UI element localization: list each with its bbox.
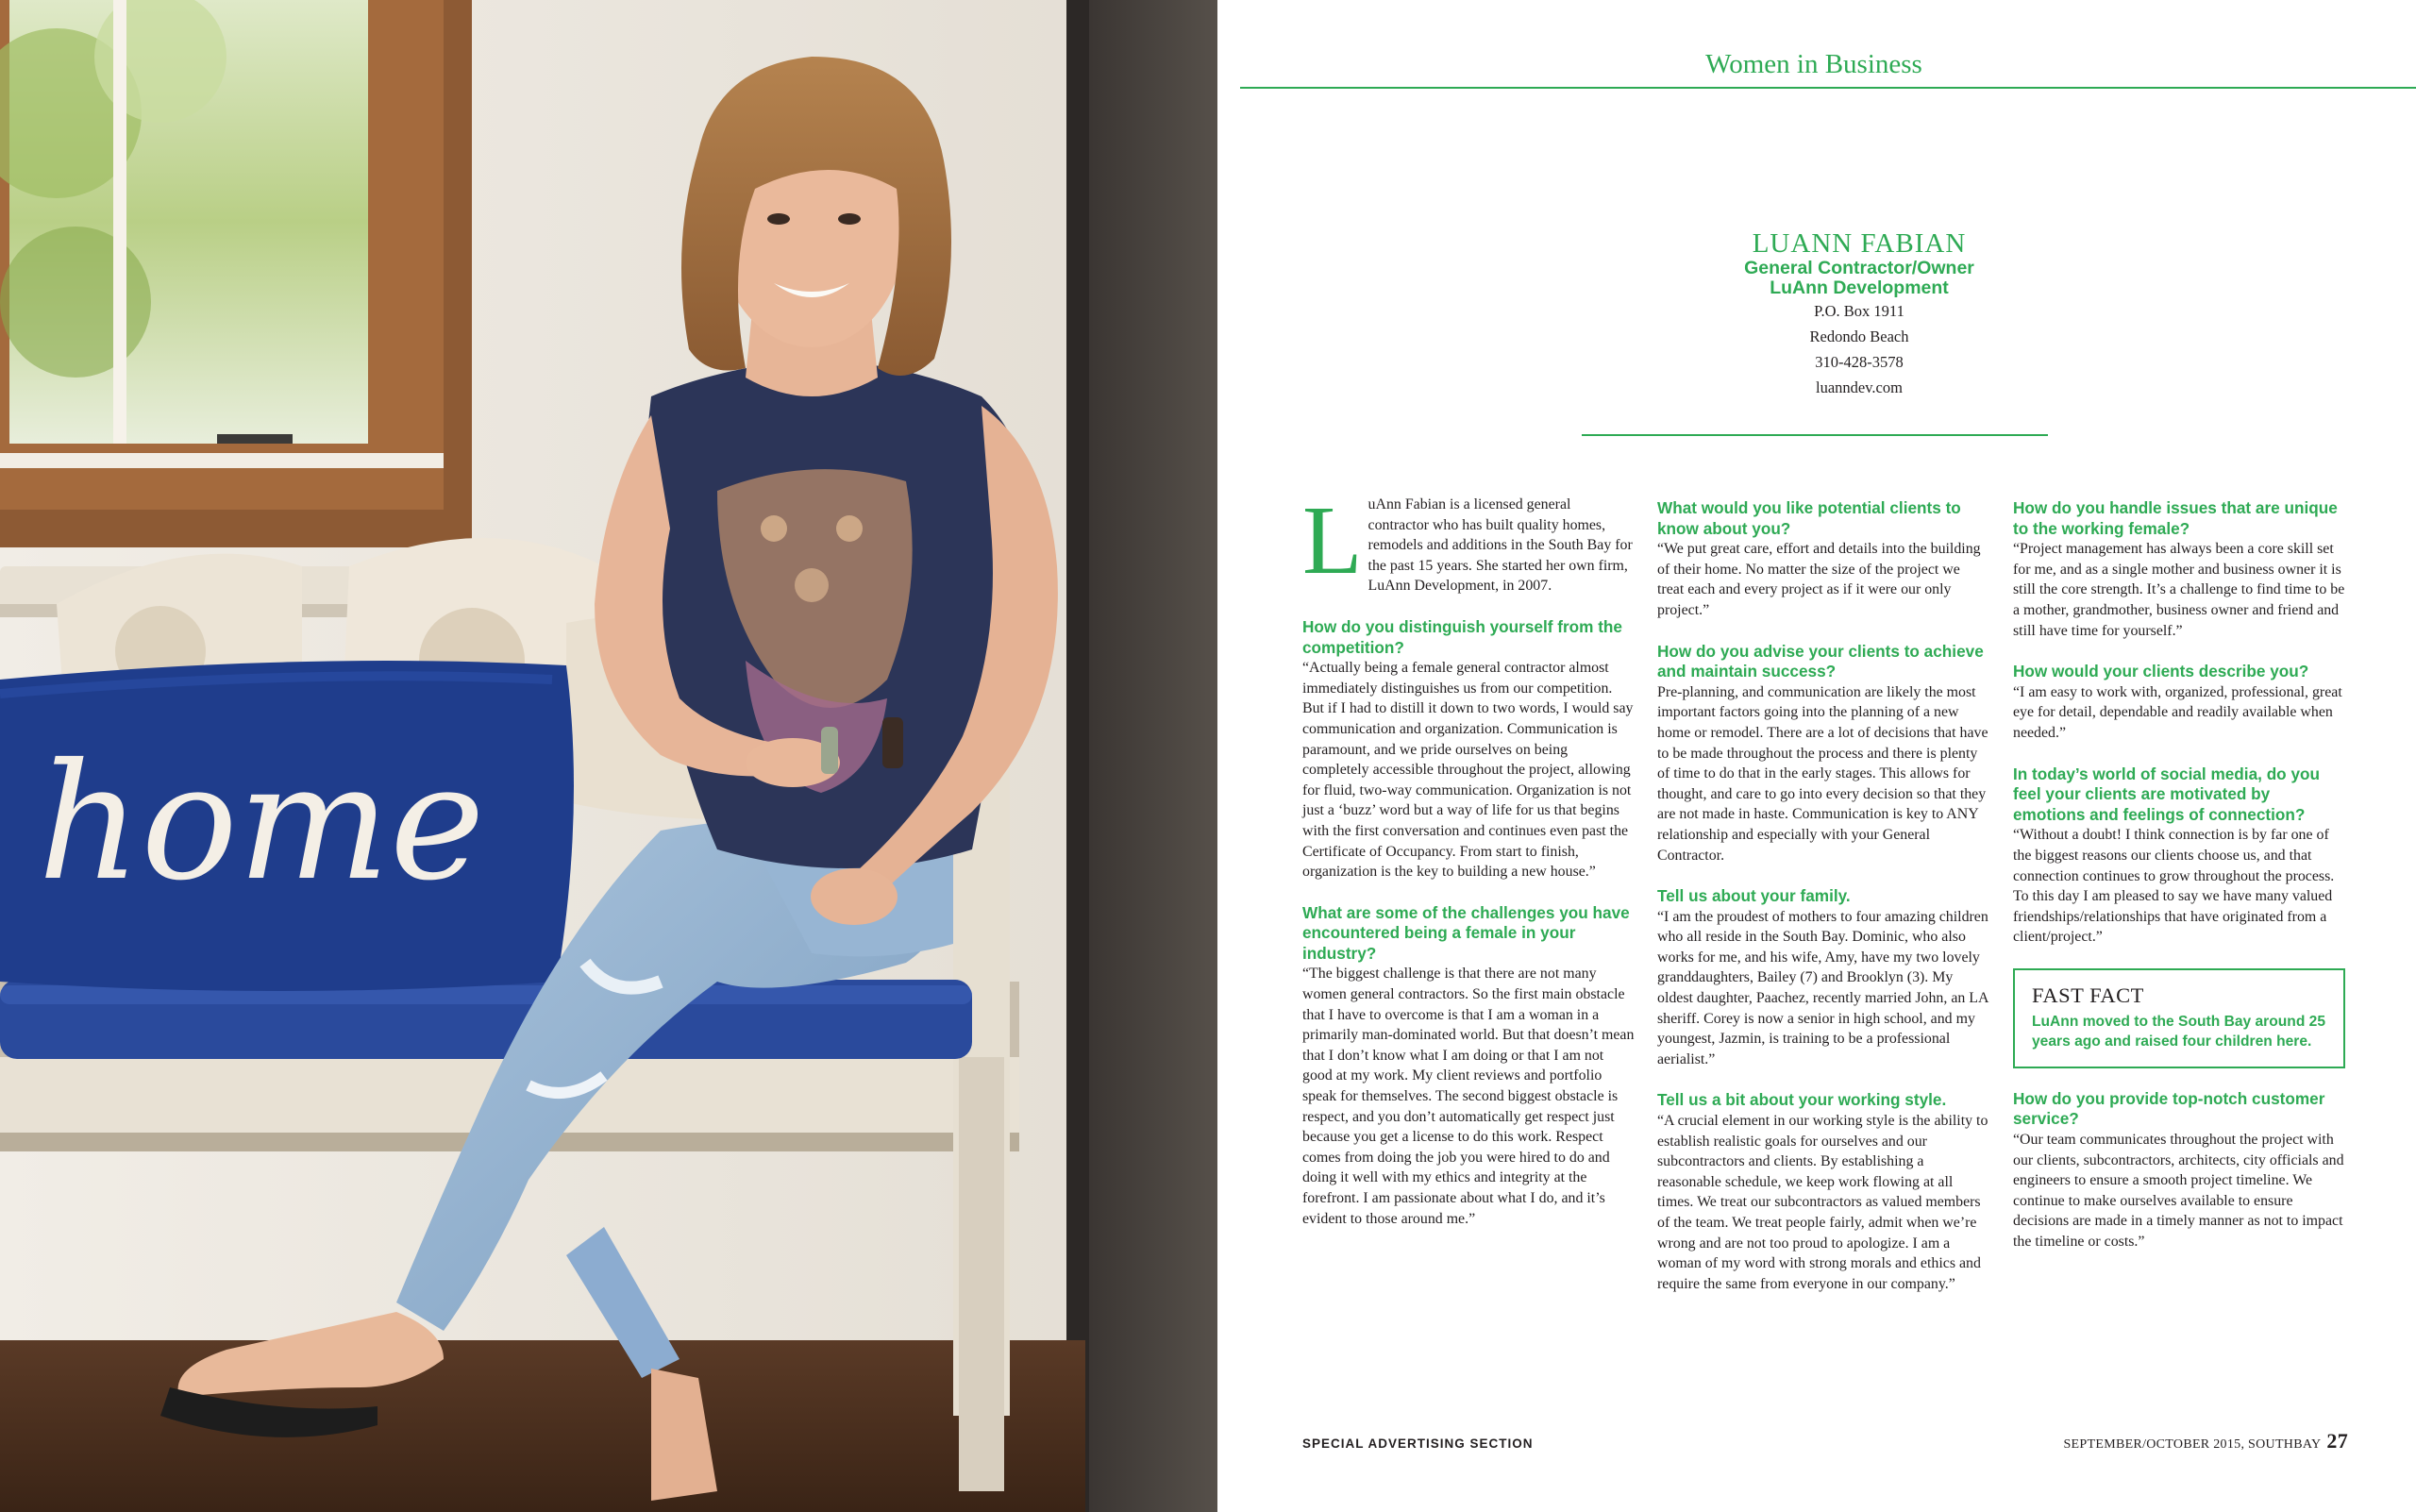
footer-section-label: SPECIAL ADVERTISING SECTION: [1302, 1436, 1534, 1451]
fast-fact-title: FAST FACT: [2032, 983, 2144, 1007]
intro-paragraph: [1302, 486, 1635, 596]
profile-block: [1661, 228, 2057, 400]
answer-text: Pre-planning, and communication are likely the most important factors going into the planning of a new home or remodel. There are a lot of decisions that have to be made throughout the process and there is plenty of time to do that in the early stages. This allows for thought, and care to go into every decision so that they are not made in haste. Communication is key to ANY relationship and especially with your General Contractor.: [1657, 683, 1988, 864]
question-heading: Tell us a bit about your working style.: [1657, 1090, 1947, 1110]
article-page: [1217, 0, 2416, 1512]
drop-cap: L: [1302, 486, 1363, 595]
section-divider: [1240, 87, 2416, 89]
fast-fact-box: [2013, 968, 2345, 1068]
question-heading: How would your clients describe you?: [2013, 662, 2309, 681]
profile-role: General Contractor/Owner: [1744, 258, 1974, 278]
profile-name: LUANN FABIAN: [1752, 228, 1967, 259]
question-heading: How do you provide top-notch customer service?: [2013, 1088, 2325, 1129]
profile-phone: 310-428-3578: [1815, 353, 1904, 371]
question-heading: How do you handle issues that are unique to the working female?: [2013, 498, 2338, 538]
answer-text: “Without a doubt! I think connection is by far one of the biggest reasons our clients choose us, and that connection continues to grow throughout the process. To this day I am pleased to say we have many valued friendships/relationships that have originated from a client/project.”: [2013, 827, 2335, 946]
footer-issue: [2063, 1429, 2348, 1453]
section-title: Women in Business: [1705, 49, 1922, 79]
fast-fact-text: LuAnn moved to the South Bay around 25 years ago and raised four children here.: [2032, 1013, 2326, 1050]
answer-text: “I am easy to work with, organized, professional, great eye for detail, dependable and readily available when needed.”: [2013, 683, 2342, 741]
question-heading: How do you advise your clients to achieve and maintain success?: [1657, 641, 1984, 681]
question-heading: How do you distinguish yourself from the competition?: [1302, 616, 1622, 657]
answer-text: “Project management has always been a core skill set for me, and as a single mother and business owner it is still the core strength. It’s a challenge to find time to be a mother, grandmother, business owner and friend and still have time for yourself.”: [2013, 541, 2345, 639]
profile-divider: [1582, 434, 2048, 436]
answer-text: “A crucial element in our working style is the ability to establish realistic goals for ourselves and our subcontractors and clients. By establishing a reasonable schedule, we keep work flowing at all times. We treat our subcontractors as valued members of the team. We treat people fairly, admit when we’re wrong and are not too proud to apologize. I am a woman of my word with strong morals and ethics and require the same from everyone in our company.”: [1657, 1113, 1988, 1292]
profile-city: Redondo Beach: [1809, 328, 1909, 345]
answer-text: “Actually being a female general contractor almost immediately distinguishes us from our competition. But if I had to distill it down to two words, I would say communication and organization. Communication is paramount, and we pride ourselves on being completely accessible throughout the project, allowing for fluid, two-way communication. Organization is not just a ‘buzz’ word but a way of life for us that begins with the first conversation and continues even past the Certificate of Occupancy. From start to finish, organization is the key to building a new house.”: [1302, 660, 1634, 881]
question-heading: In today’s world of social media, do you feel your clients are motivated by emotions and feelings of connection?: [2013, 764, 2321, 824]
answer-text: “Our team communicates throughout the project with our clients, subcontractors, architects, city officials and engineers to ensure a smooth project timeline. We continue to make ourselves available to ensure decisions are made in a timely manner as not to impact the timeline or costs.”: [2013, 1132, 2344, 1251]
profile-address: P.O. Box 1911: [1814, 302, 1904, 320]
article-column-2: [1657, 495, 1989, 1294]
article-column-3: [2013, 495, 2345, 1252]
answer-text: “The biggest challenge is that there are not many women general contractors. So the first main obstacle that I have to overcome is that I am a woman in a primarily man-dominated world. But that doesn’t mean that I don’t know what I am doing or that I am not good at my work. My client reviews and portfolio speak for themselves. The second biggest obstacle is respect, and you don’t automatically get respect just because you get a license to do this work. Respect comes from doing the job you were hired to do and doing it well with my ethics and integrity at the forefront. I am passionate about what I do, and it’s evident to those around me.”: [1302, 966, 1635, 1227]
question-heading: What would you like potential clients to know about you?: [1657, 498, 1961, 538]
page-number: 27: [2326, 1429, 2348, 1453]
answer-text: “I am the proudest of mothers to four amazing children who all reside in the South Bay. Dominic, who also works for me, and his wife, Amy, have my two lovely granddaughters, Bailey (7) and Brooklyn (3). My oldest daughter, Paachez, recently married John, an LA sheriff. Corey is now a senior in high school, and my youngest, Jazmin, is training to be a professional aerialist.”: [1657, 908, 1988, 1067]
profile-company: LuAnn Development: [1770, 277, 1949, 298]
profile-website[interactable]: luanndev.com: [1816, 378, 1903, 396]
article-column-1: [1302, 486, 1635, 1229]
intro-text: uAnn Fabian is a licensed general contractor who has built quality homes, remodels and additions in the South Bay for the past 15 years. She started her own firm, LuAnn Development, in 2007.: [1367, 496, 1633, 595]
pillow-text: home: [38, 730, 485, 916]
question-heading: What are some of the challenges you have encountered being a female in your industry?: [1302, 902, 1630, 963]
answer-text: “We put great care, effort and details into the building of their home. No matter the size of the project we treat each and every project as if it were our only project.”: [1657, 541, 1981, 618]
question-heading: Tell us about your family.: [1657, 886, 1851, 906]
footer-issue-text: SEPTEMBER/OCTOBER 2015, SOUTHBAY: [2063, 1437, 2322, 1452]
